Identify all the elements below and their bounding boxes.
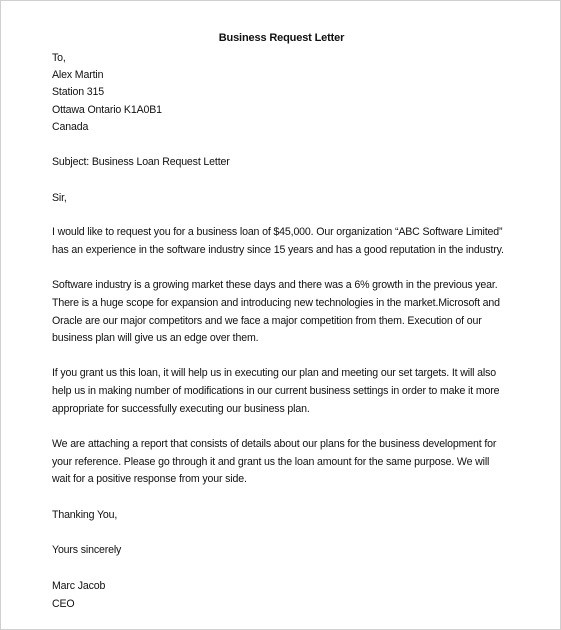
letter-title: Business Request Letter xyxy=(218,32,345,44)
paragraph-3-line-3: appropriate for successfully executing our business plan. xyxy=(52,403,310,415)
recipient-to: To, xyxy=(52,52,66,64)
paragraph-4-line-3: wait for a positive response from your side. xyxy=(52,473,247,485)
recipient-address-line2: Ottawa Ontario K1A0B1 xyxy=(52,104,162,116)
recipient-country: Canada xyxy=(52,121,89,133)
paragraph-1-line-2: has an experience in the software industry since 15 years and has a good reputation in the industry. xyxy=(52,244,504,256)
closing-thanking: Thanking You, xyxy=(52,509,118,521)
paragraph-1-line-1: I would like to request you for a business loan of $45,000. Our organization “ABC Software Limited” xyxy=(52,226,503,238)
signature-name: Marc Jacob xyxy=(52,580,106,592)
paragraph-2-line-4: business plan will give us an edge over them. xyxy=(52,332,259,344)
paragraph-4-line-2: your reference. Please go through it and grant us the loan amount for the same purpose. We will xyxy=(52,456,490,468)
paragraph-2-line-3: Oracle are our major competitors and we face a major competition from them. Execution of our xyxy=(52,315,482,327)
salutation: Sir, xyxy=(52,192,67,204)
subject-line: Subject: Business Loan Request Letter xyxy=(52,156,230,168)
paragraph-4-line-1: We are attaching a report that consists of details about our plans for the business development for xyxy=(52,438,497,450)
paragraph-3-line-1: If you grant us this loan, it will help us in executing our plan and meeting our set targets. It will also xyxy=(52,367,496,379)
paragraph-2-line-2: There is a huge scope for expansion and introducing new technologies in the market.Microsoft and xyxy=(52,297,500,309)
recipient-address-line1: Station 315 xyxy=(52,86,104,98)
closing-sincerely: Yours sincerely xyxy=(52,544,122,556)
signature-title: CEO xyxy=(52,598,75,610)
recipient-name: Alex Martin xyxy=(52,69,104,81)
paragraph-2-line-1: Software industry is a growing market these days and there was a 6% growth in the previous year. xyxy=(52,279,498,291)
paragraph-3-line-2: help us in making number of modifications in our current business settings in order to make it more xyxy=(52,385,500,397)
